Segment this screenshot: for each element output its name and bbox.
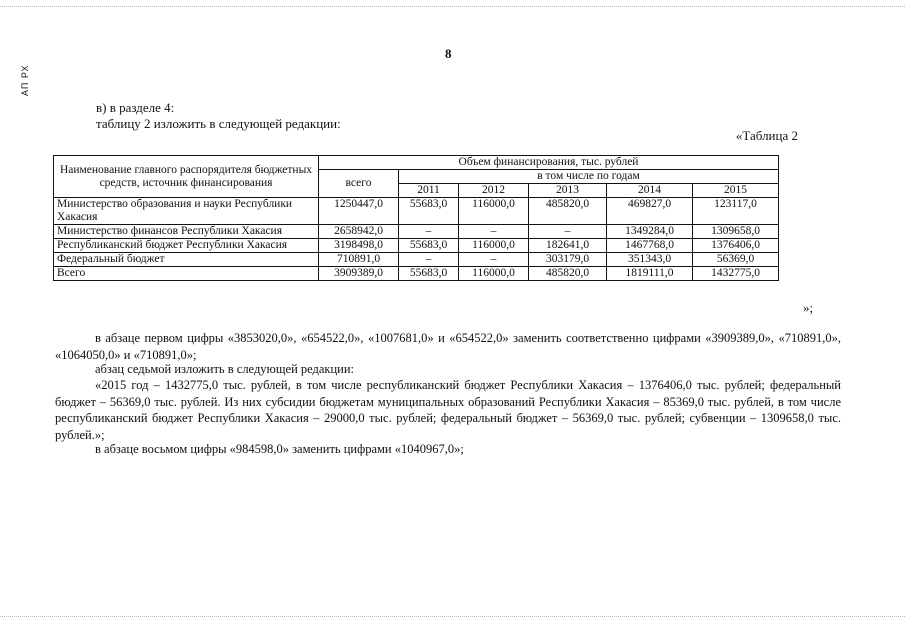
scan-noise-top [0,6,905,7]
row-total-cell: 710891,0 [319,253,399,267]
row-total-cell: 2658942,0 [319,225,399,239]
row-2011-cell: – [399,253,459,267]
row-2013-cell: – [529,225,607,239]
paragraph-eighth [55,441,841,458]
row-2013-cell: 182641,0 [529,239,607,253]
row-2015-cell: 123117,0 [693,198,779,225]
row-name-cell: Республиканский бюджет Республики Хакасия [54,239,319,253]
table-caption: «Таблица 2 [735,128,798,143]
row-total-cell: 3909389,0 [319,267,399,281]
row-2012-cell: 116000,0 [459,267,529,281]
row-name-cell: Федеральный бюджет [54,253,319,267]
paragraph-seventh-intro [55,361,841,378]
paragraph-eighth-text: в абзаце восьмом цифры «984598,0» заменить цифрами «1040967,0»; [95,442,464,456]
row-2014-cell: 469827,0 [607,198,693,225]
header-total-cell: всего [319,170,399,198]
year-header-cell: 2014 [607,184,693,198]
row-2013-cell: 485820,0 [529,198,607,225]
header-volume-cell: Объем финансирования, тыс. рублей [319,156,779,170]
row-2012-cell: 116000,0 [459,198,529,225]
page-number: 8 [445,46,452,61]
row-2015-cell: 1376406,0 [693,239,779,253]
row-name-cell: Министерство финансов Республики Хакасия [54,225,319,239]
row-2014-cell: 1467768,0 [607,239,693,253]
row-2013-cell: 303179,0 [529,253,607,267]
table-row [54,253,779,267]
intro-line-table: таблицу 2 изложить в следующей редакции: [96,116,341,131]
paragraph-seventh-text [55,377,841,443]
row-2012-cell: 116000,0 [459,239,529,253]
year-header-cell: 2013 [529,184,607,198]
row-2014-cell: 1819111,0 [607,267,693,281]
row-2015-cell: 56369,0 [693,253,779,267]
year-header-cell: 2015 [693,184,779,198]
row-2013-cell: 485820,0 [529,267,607,281]
row-total-cell: 1250447,0 [319,198,399,225]
row-name-cell: Всего [54,267,319,281]
row-2011-cell: 55683,0 [399,239,459,253]
financing-table [53,155,779,281]
table-header-row [54,156,779,170]
row-2011-cell: 55683,0 [399,267,459,281]
year-header-cell: 2012 [459,184,529,198]
row-name-cell: Министерство образования и науки Республики Хакасия [54,198,319,225]
row-2011-cell: – [399,225,459,239]
row-2014-cell: 351343,0 [607,253,693,267]
table-row [54,239,779,253]
table-row [54,225,779,239]
scan-noise-bottom [0,616,905,617]
row-2014-cell: 1349284,0 [607,225,693,239]
paragraph-first-abzac [55,330,841,363]
table-closing-mark: »; [803,300,814,315]
row-2012-cell: – [459,225,529,239]
row-2015-cell: 1309658,0 [693,225,779,239]
header-by-years-cell: в том числе по годам [399,170,779,184]
margin-stamp: АП РХ [20,64,30,96]
paragraph-seventh-body: «2015 год – 1432775,0 тыс. рублей, в том числе республиканский бюджет Республики Хакасия – 1376406,0 тыс. рублей; федеральный бюджет – 56369,0 тыс. рублей. Из них субсидии бюджетам муниципальных образований Республики Хакасия – 85369,0 тыс. рублей, в том числе республиканский бюджет Республики Хакасия – 29000,0 тыс. рублей; федеральный бюджет – 56369,0 тыс. рублей; субвенции – 1309658,0 тыс. рублей.»; [55,378,841,442]
table-row [54,267,779,281]
header-name-cell: Наименование главного распорядителя бюджетных средств, источник финансирования [54,156,319,198]
year-header-cell: 2011 [399,184,459,198]
paragraph-first-text: в абзаце первом цифры «3853020,0», «654522,0», «1007681,0» и «654522,0» заменить соответственно цифрами «3909389,0», «710891,0», «1064050,0» и «710891,0»; [55,331,841,362]
row-total-cell: 3198498,0 [319,239,399,253]
intro-line-section: в) в разделе 4: [96,100,175,115]
row-2011-cell: 55683,0 [399,198,459,225]
row-2015-cell: 1432775,0 [693,267,779,281]
table-row [54,198,779,225]
row-2012-cell: – [459,253,529,267]
paragraph-seventh-intro-text: абзац седьмой изложить в следующей редакции: [95,362,355,376]
